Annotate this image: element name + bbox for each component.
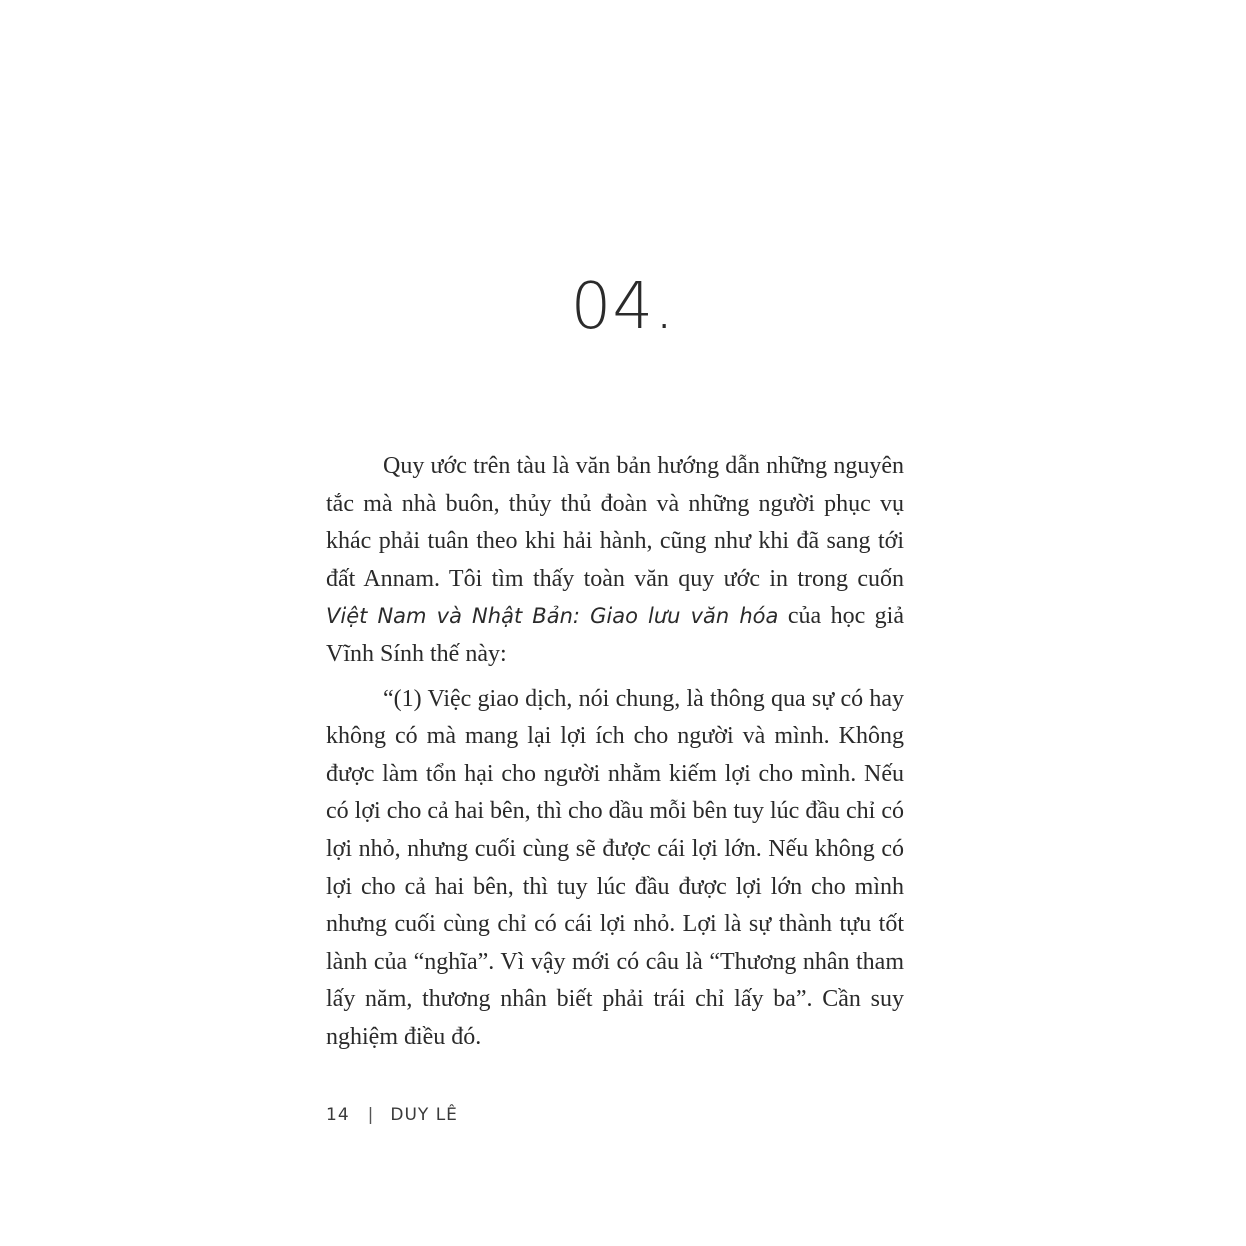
paragraph-quote: “(1) Việc giao dịch, nói chung, là thông qua sự có hay không có mà mang lại lợi ích cho người và mình. Không được làm tổn hại cho người nhằm kiếm lợi cho mình. Nếu có lợi cho cả hai bên, thì cho dầu mỗi bên tuy lúc đầu chỉ có lợi nhỏ, nhưng cuối cùng sẽ được cái lợi lớn. Nếu không có lợi cho cả hai bên, thì tuy lúc đầu được lợi lớn cho mình nhưng cuối cùng chỉ có cái lợi nhỏ. Lợi là sự thành tựu tốt lành của “nghĩa”. Vì vậy mới có câu là “Thương nhân tham lấy năm, thương nhân biết phải trái chỉ lấy ba”. Cần suy nghiệm điều đó. (326, 685, 904, 1050)
book-title: Việt Nam và Nhật Bản: Giao lưu văn hóa (326, 604, 779, 629)
paragraph-intro-text: Quy ước trên tàu là văn bản hướng dẫn những nguyên tắc mà nhà buôn, thủy thủ đoàn và những người phục vụ khác phải tuân theo khi hải hành, cũng như khi đã sang tới đất Annam. Tôi tìm thấy toàn văn quy ước in trong cuốn (326, 453, 904, 592)
chapter-number: 04. (570, 270, 676, 344)
author-name: DUY LÊ (390, 1105, 458, 1125)
paragraph-intro-ending: của học giả Vĩnh Sính thế này: (326, 603, 904, 667)
page-number: 14 (326, 1105, 350, 1125)
paragraph-intro (326, 448, 904, 674)
body-text (326, 448, 904, 1064)
footer-separator: | (367, 1105, 375, 1125)
page-footer (326, 1105, 458, 1125)
